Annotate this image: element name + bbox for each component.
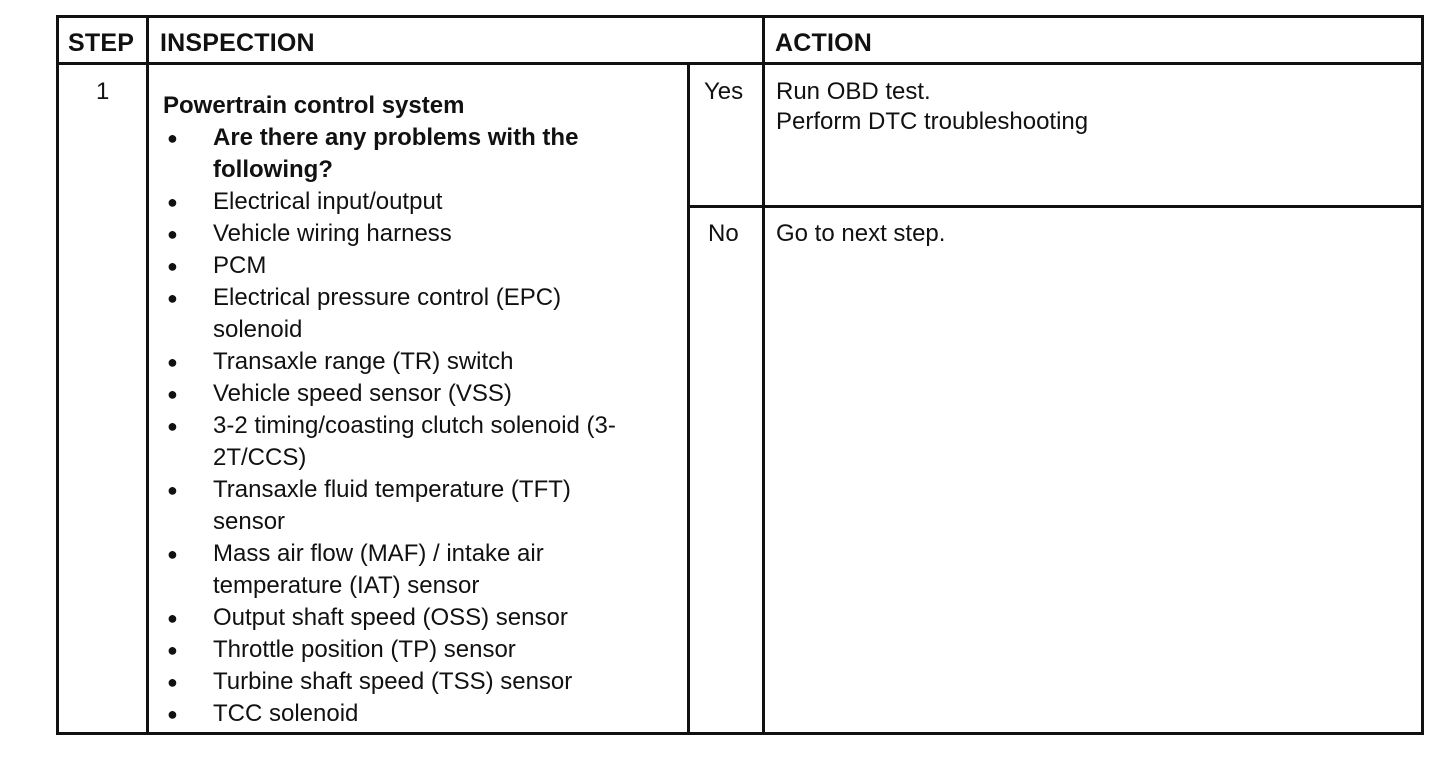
header-inspection: INSPECTION <box>160 29 315 57</box>
list-item: ● Output shaft speed (OSS) sensor <box>163 602 643 634</box>
header-step: STEP <box>68 29 135 57</box>
bullet-icon: ● <box>167 352 178 372</box>
bullet-icon: ● <box>167 224 178 244</box>
yes-action-line1: Run OBD test. <box>776 78 931 105</box>
inspection-list <box>163 122 643 730</box>
bullet-icon: ● <box>167 384 178 404</box>
yes-label: Yes <box>704 78 744 105</box>
bullet-icon: ● <box>167 480 178 500</box>
inspection-title: Powertrain control system <box>163 92 465 119</box>
bullet-icon: ● <box>167 128 178 148</box>
list-item: ● Turbine shaft speed (TSS) sensor <box>163 666 643 698</box>
no-label: No <box>708 220 739 247</box>
list-item: ● Vehicle speed sensor (VSS) <box>163 378 643 410</box>
bullet-icon: ● <box>167 256 178 276</box>
list-item: ● 3-2 timing/coasting clutch solenoid (3-2T/CCS) <box>167 412 616 471</box>
inspection-question: ● Are there any problems with the following? <box>167 124 579 183</box>
bullet-icon: ● <box>167 704 178 724</box>
yes-no-row-divider <box>687 205 1421 208</box>
bullet-icon: ● <box>167 608 178 628</box>
list-item: ● Throttle position (TP) sensor <box>163 634 643 666</box>
step-number: 1 <box>96 78 110 105</box>
list-item: ● Transaxle range (TR) switch <box>163 346 643 378</box>
list-item: ● Electrical pressure control (EPC) solenoid <box>167 284 562 343</box>
header-divider <box>59 62 1421 65</box>
list-item: ● Transaxle fluid temperature (TFT) sensor <box>167 476 571 535</box>
list-item: ● Vehicle wiring harness <box>163 218 643 250</box>
action-column-divider <box>762 18 765 732</box>
list-item: ● TCC solenoid <box>163 698 643 730</box>
bullet-icon: ● <box>167 288 178 308</box>
bullet-icon: ● <box>167 192 178 212</box>
step-column-divider <box>146 18 149 732</box>
header-action: ACTION <box>775 29 873 57</box>
bullet-icon: ● <box>167 544 178 564</box>
bullet-icon: ● <box>167 672 178 692</box>
list-item: ● PCM <box>163 250 643 282</box>
bullet-icon: ● <box>167 640 178 660</box>
list-item: ● Mass air flow (MAF) / intake air temperature (IAT) sensor <box>167 540 544 599</box>
yes-action-line2: Perform DTC troubleshooting <box>776 108 1089 135</box>
no-action: Go to next step. <box>776 220 946 247</box>
bullet-icon: ● <box>167 416 178 436</box>
list-item: ● Electrical input/output <box>163 186 643 218</box>
yes-no-column-divider <box>687 64 690 732</box>
inspection-table <box>56 15 1424 735</box>
